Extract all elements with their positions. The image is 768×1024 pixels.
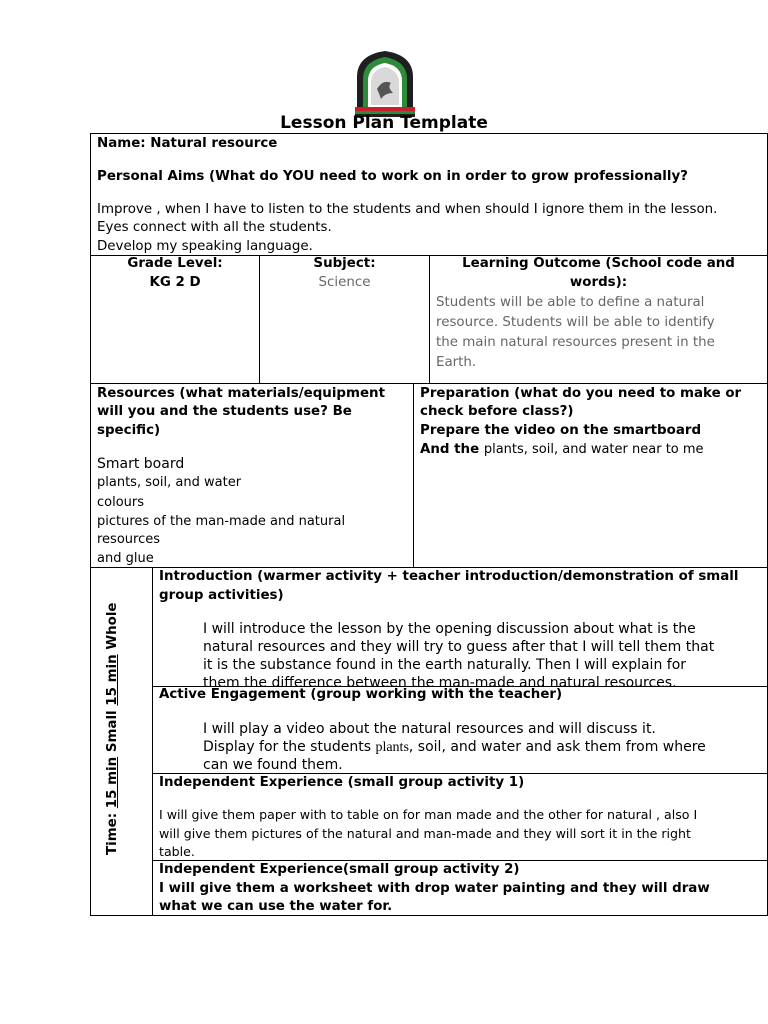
independent-1-text: will give them pictures of the natural and man-made and they will sort it in the right <box>159 826 691 841</box>
learning-outcome-label: words): <box>569 275 628 290</box>
time-whole-duration: 15 min <box>105 654 120 706</box>
preparation-heading: check before class?) <box>420 404 574 419</box>
independent-1-text: table. <box>159 844 195 859</box>
resource-item: resources <box>97 532 161 547</box>
lesson-name: Name: Natural resource <box>97 136 278 151</box>
resource-item: and glue <box>97 551 154 566</box>
learning-outcome-text: Earth. <box>436 355 477 370</box>
independent-2-text: what we can use the water for. <box>159 899 393 914</box>
school-logo <box>353 49 417 117</box>
time-whole-label: Whole <box>105 602 120 655</box>
grade-level-label: Grade Level: <box>127 256 223 271</box>
independent-1-text: I will give them paper with to table on for man made and the other for natural , also I <box>159 807 698 822</box>
page-title: Lesson Plan Template <box>280 113 488 133</box>
introduction-heading: Introduction (warmer activity + teacher introduction/demonstration of small <box>159 569 739 584</box>
active-engagement-text <box>203 738 706 757</box>
introduction-text: I will introduce the lesson by the opening discussion about what is the <box>203 621 696 637</box>
resources-heading: Resources (what materials/equipment <box>97 386 385 401</box>
grade-level-value: KG 2 D <box>149 275 201 290</box>
time-small-duration: 15 min <box>105 756 120 809</box>
active-engagement-plants: plants <box>375 740 409 755</box>
time-small-label: Small <box>105 705 120 757</box>
personal-aim-item: Improve , when I have to listen to the students and when should I ignore them in the lesson. <box>97 202 718 217</box>
personal-aim-item: Eyes connect with all the students. <box>97 220 332 235</box>
personal-aim-item: Develop my speaking language. <box>97 239 313 254</box>
resource-item: plants, soil, and water <box>97 475 242 490</box>
preparation-item: Prepare the video on the smartboard <box>420 423 702 438</box>
independent-2-heading: Independent Experience(small group activity 2) <box>159 862 520 877</box>
subject-label: Subject: <box>313 256 376 271</box>
independent-1-heading: Independent Experience (small group activity 1) <box>159 775 525 790</box>
time-label <box>105 602 120 855</box>
resources-heading: will you and the students use? Be <box>97 404 352 419</box>
introduction-text: natural resources and they will try to guess after that I will tell them that <box>203 639 715 655</box>
introduction-heading: group activities) <box>159 588 284 603</box>
resource-item: pictures of the man-made and natural <box>97 514 346 529</box>
preparation-item-bold: And the <box>420 442 484 457</box>
active-engagement-heading: Active Engagement (group working with the teacher) <box>159 687 563 702</box>
active-engagement-part: , soil, and water and ask them from where <box>408 739 706 755</box>
learning-outcome-text: the main natural resources present in the <box>436 335 715 350</box>
learning-outcome-label: Learning Outcome (School code and <box>462 256 735 271</box>
preparation-item-rest: plants, soil, and water near to me <box>483 442 704 457</box>
introduction-text: them the difference between the man-made and natural resources. <box>203 675 677 686</box>
subject-value: Science <box>318 275 371 290</box>
resources-heading: specific) <box>97 423 161 438</box>
introduction-text: it is the substance found in the earth naturally. Then I will explain for <box>203 657 687 673</box>
learning-outcome-text: Students will be able to define a natural <box>436 295 705 310</box>
learning-outcome-text: resource. Students will be able to identify <box>436 315 715 330</box>
personal-aims-heading: Personal Aims (What do YOU need to work on in order to grow professionally? <box>97 169 688 184</box>
resource-item: Smart board <box>97 456 185 472</box>
preparation-heading: Preparation (what do you need to make or <box>420 386 742 401</box>
time-prefix: Time: <box>105 808 120 855</box>
active-engagement-part: Display for the students <box>203 739 376 755</box>
resource-item: colours <box>97 495 145 510</box>
preparation-item <box>420 441 704 459</box>
active-engagement-text: I will play a video about the natural resources and will discuss it. <box>203 721 656 737</box>
active-engagement-text: can we found them. <box>203 757 343 773</box>
independent-2-text: I will give them a worksheet with drop water painting and they will draw <box>159 881 710 896</box>
